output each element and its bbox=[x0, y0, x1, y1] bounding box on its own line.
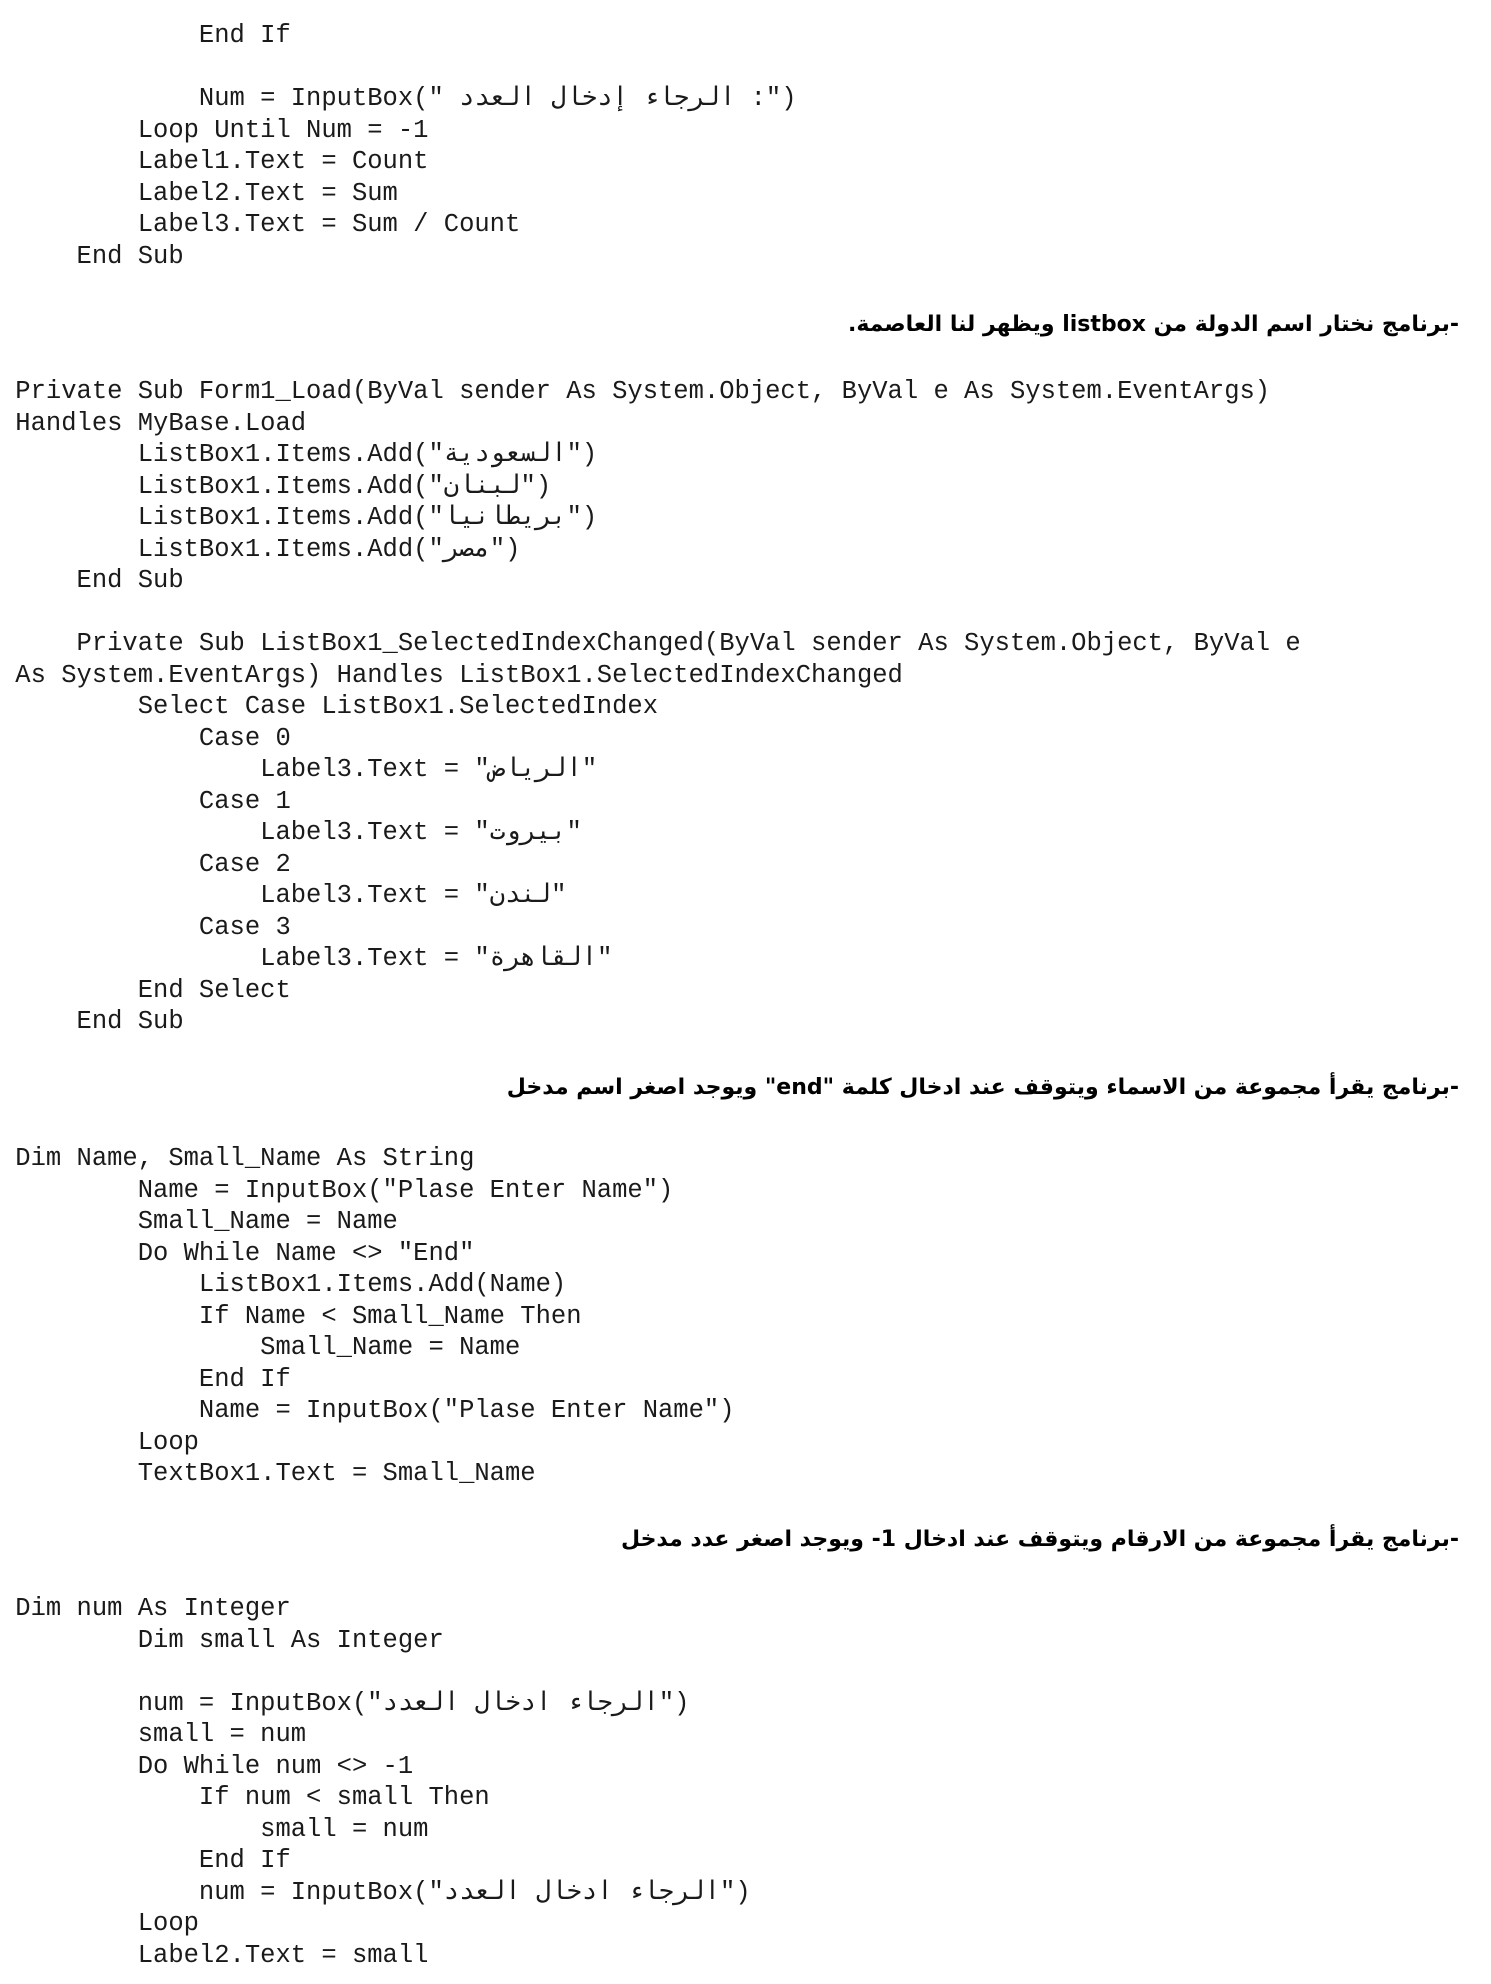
code-line: Private Sub ListBox1_SelectedIndexChanged(ByVal sender As System.Object, ByVal e bbox=[0, 629, 1301, 658]
code-line: small = num bbox=[0, 1814, 429, 1844]
code-block-1 bbox=[0, 20, 797, 272]
code-line: Do While Name <> "End" bbox=[0, 1238, 475, 1268]
code-line: Dim Name, Small_Name As String bbox=[0, 1144, 475, 1173]
code-line: Private Sub Form1_Load(ByVal sender As System.Object, ByVal e As System.EventArgs) bbox=[0, 377, 1271, 406]
code-line: Label1.Text = Count bbox=[0, 147, 429, 176]
code-line: Label3.Text = "بيروت" bbox=[0, 818, 582, 847]
code-line: Do While num <> -1 bbox=[0, 1751, 414, 1781]
section-heading-capitals: -برنامج نختار اسم الدولة من listbox ويظهر لنا العاصمة. bbox=[847, 312, 1459, 337]
code-line: Select Case ListBox1.SelectedIndex bbox=[0, 692, 659, 721]
code-line: TextBox1.Text = Small_Name bbox=[0, 1459, 536, 1488]
code-line: End Select bbox=[0, 975, 291, 1005]
code-line: End Sub bbox=[0, 566, 184, 595]
code-line: Loop bbox=[0, 1427, 199, 1457]
code-line: Case 0 bbox=[0, 723, 291, 753]
code-line: Case 3 bbox=[0, 912, 291, 942]
code-block-4 bbox=[0, 1593, 751, 1971]
code-line: Label3.Text = "لندن" bbox=[0, 881, 567, 910]
code-line: Loop Until Num = -1 bbox=[0, 115, 429, 145]
code-line: num = InputBox("الرجاء ادخال العدد") bbox=[0, 1688, 690, 1718]
code-line: Name = InputBox("Plase Enter Name") bbox=[0, 1396, 735, 1425]
code-line: small = num bbox=[0, 1720, 307, 1749]
code-line: End If bbox=[0, 1846, 291, 1875]
section-heading-smallest-name: -برنامج يقرأ مجموعة من الاسماء ويتوقف عند ادخال كلمة "end" ويوجد اصغر اسم مدخل bbox=[506, 1075, 1459, 1100]
code-line: As System.EventArgs) Handles ListBox1.SelectedIndexChanged bbox=[0, 660, 903, 690]
code-line: ListBox1.Items.Add(Name) bbox=[0, 1270, 567, 1299]
code-line: Dim num As Integer bbox=[0, 1594, 291, 1623]
code-line: If num < small Then bbox=[0, 1783, 490, 1812]
code-line: Label3.Text = "القاهرة" bbox=[0, 944, 613, 973]
code-line: Name = InputBox("Plase Enter Name") bbox=[0, 1175, 674, 1205]
code-line bbox=[0, 1656, 751, 1688]
section-heading-smallest-number: -برنامج يقرأ مجموعة من الارقام ويتوقف عند ادخال 1- ويوجد اصغر عدد مدخل bbox=[620, 1527, 1459, 1552]
code-line: Small_Name = Name bbox=[0, 1333, 521, 1362]
code-line: Label3.Text = "الرياض" bbox=[0, 755, 598, 784]
code-line: ListBox1.Items.Add("مصر") bbox=[0, 534, 521, 564]
code-line: ListBox1.Items.Add("السعودية") bbox=[0, 440, 598, 469]
code-line: End If bbox=[0, 21, 291, 50]
code-line: Case 2 bbox=[0, 849, 291, 879]
code-line: Small_Name = Name bbox=[0, 1207, 398, 1236]
code-line: Loop bbox=[0, 1909, 199, 1938]
code-line: Label3.Text = Sum / Count bbox=[0, 210, 521, 239]
code-line: Case 1 bbox=[0, 786, 291, 816]
code-block-3 bbox=[0, 1143, 735, 1490]
code-line bbox=[0, 597, 1301, 629]
code-line: End Sub bbox=[0, 1007, 184, 1036]
code-block-2 bbox=[0, 376, 1301, 1038]
code-line: Dim small As Integer bbox=[0, 1625, 444, 1655]
code-line bbox=[0, 52, 797, 84]
code-line: Num = InputBox(" الرجاء إدخال العدد :") bbox=[0, 84, 797, 113]
code-line: Handles MyBase.Load bbox=[0, 408, 307, 438]
code-line: num = InputBox("الرجاء ادخال العدد") bbox=[0, 1877, 751, 1907]
code-line: End Sub bbox=[0, 241, 184, 271]
code-line: ListBox1.Items.Add("لبنان") bbox=[0, 471, 552, 501]
code-line: End If bbox=[0, 1364, 291, 1394]
code-line: ListBox1.Items.Add("بريطانيا") bbox=[0, 503, 598, 532]
code-line: Label2.Text = small bbox=[0, 1940, 429, 1970]
code-line: If Name < Small_Name Then bbox=[0, 1301, 582, 1331]
code-line: Label2.Text = Sum bbox=[0, 178, 398, 208]
